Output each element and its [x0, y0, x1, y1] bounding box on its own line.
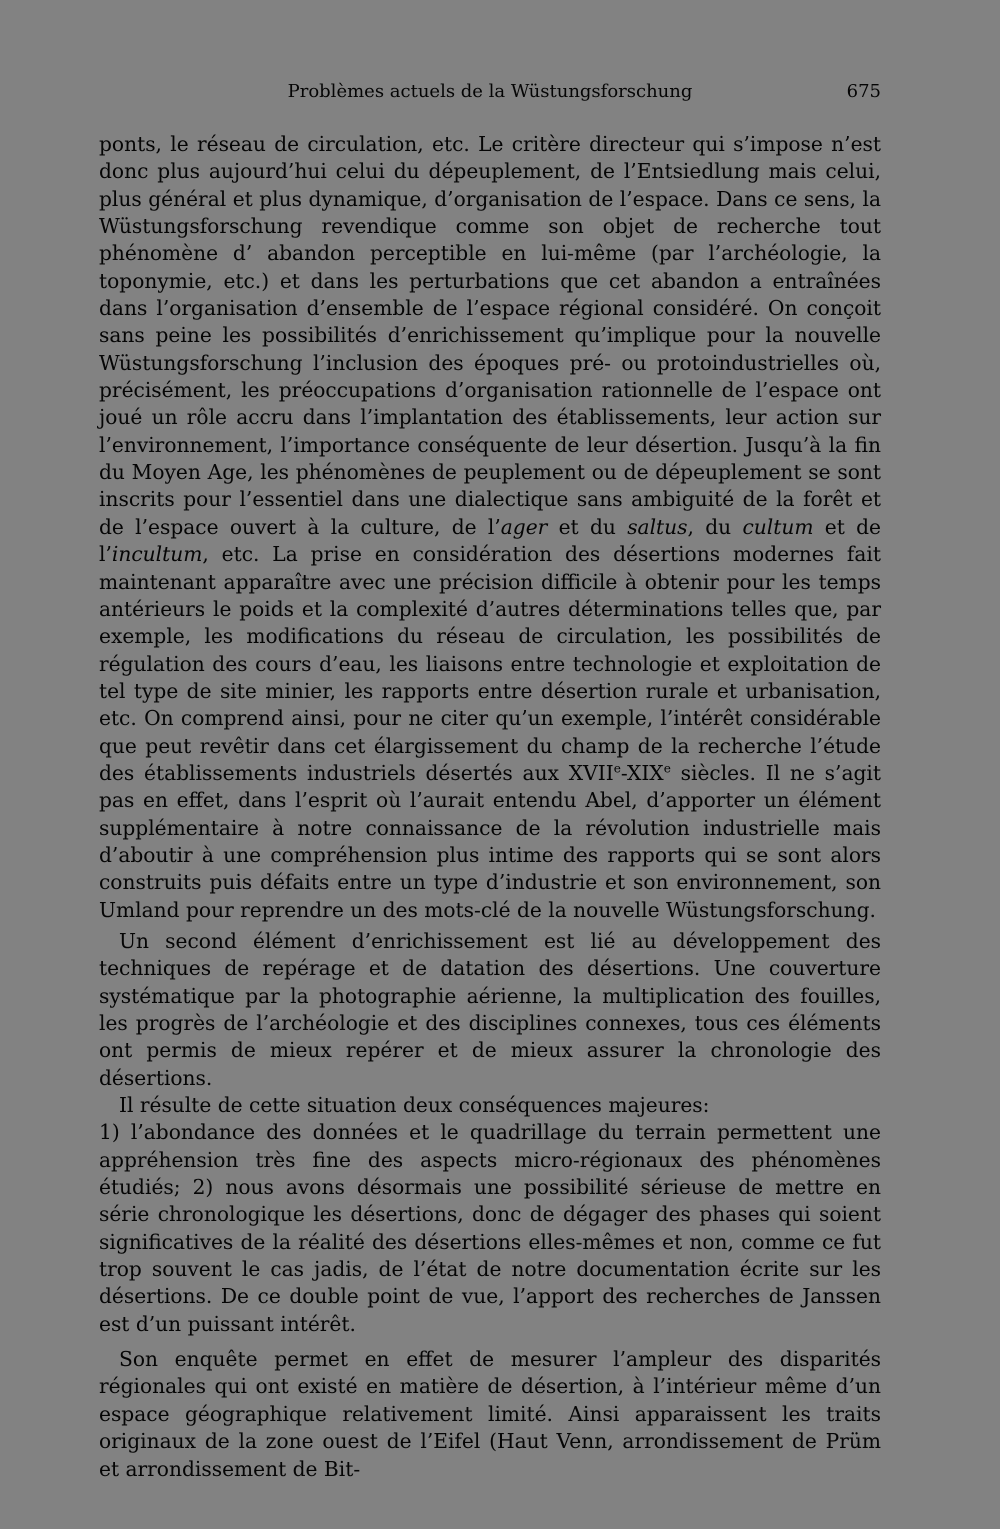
italic-term-cultum: cultum — [742, 514, 814, 539]
paragraph-janssen-survey: Son enquête permet en effet de mesurer l’ampleur des disparités régionales qui ont existé en matière de désertion, à l’intérieur même d’un espace géographique relativement limité. Ainsi apparaissent les traits originaux de la zone ouest de l’Eifel (Haut Venn, arrondissement de Prüm et arrondissement de Bit- — [99, 1347, 881, 1481]
paragraph-second-element: Un second élément d’enrichissement est lié au développement des techniques de repérage et de datation des désertions. Une couverture systématique par la photographie aérienne, la multiplication des fouilles, les progrès de l’archéologie et des disciplines connexes, tous ces éléments ont permis de mieux repérer et de mieux assurer la chronologie des désertions. — [99, 928, 881, 1090]
text-run: -XIX — [620, 760, 664, 785]
text-run: et du — [547, 514, 628, 539]
italic-term-saltus: saltus — [627, 514, 688, 539]
text-run: , etc. La prise en considération des désertions modernes fait maintenant apparaître avec une précision difficile à obtenir pour les temps antérieurs le poids et la complexité d’autres déterminations telles que, par exemple, les modifications du réseau de circulation, les possibilités de régulation des cours d’eau, les liaisons entre technologie et exploitation de tel type de site minier, les rapports entre désertion rurale et urbanisation, etc. On comprend ainsi, pour ne citer qu’un exemple, l’intérêt considérable que peut revêtir dans cet élargissement du champ de la recherche l’étude des établissements industriels désertés aux XVII — [99, 542, 881, 785]
italic-term-incultum: incultum — [111, 542, 203, 567]
italic-term-ager: ager — [500, 514, 548, 539]
paragraph-consequences-list: 1) l’abondance des données et le quadrillage du terrain permettent une appréhension très fine des aspects micro-régionaux des phénomènes étudiés; 2) nous avons désormais une possibilité sérieuse de mettre en série chronologique les désertions, donc de dégager des phases qui soient significatives de la réalité des désertions elles-mêmes et non, comme ce fut trop souvent le cas jadis, de l’état de notre documentation écrite sur les désertions. De ce double point de vue, l’apport des recherches de Janssen est d’un puissant intérêt. — [99, 1120, 881, 1336]
text-run: , du — [687, 514, 743, 539]
superscript-e: e — [613, 761, 621, 776]
text-run: siècles. Il ne s’agit pas en effet, dans l’esprit où l’aurait entendu Abel, d’apporter un élément supplémentaire à notre connaissance de la révolution industrielle mais d’aboutir à une compréhension plus intime des rapports qui se sont alors construits puis défaits entre un type d’industrie et son environnement, son Umland pour reprendre un des mots-clé de la nouvelle Wüstungsforschung. — [99, 760, 881, 922]
page-number: 675 — [846, 81, 881, 102]
paragraph-consequences-intro: Il résulte de cette situation deux conséquences majeures: — [119, 1093, 710, 1118]
body-text — [99, 131, 881, 1483]
text-run: ponts, le réseau de circulation, etc. Le critère directeur qui s’impose n’est donc plus aujourd’hui celui du dépeuplement, de l’Entsiedlung mais celui, plus général et plus dynamique, d’organisation de l’espace. Dans ce sens, la Wüstungsforschung revendique comme son objet de recherche tout phénomène d’ abandon perceptible en lui-même (par l’archéologie, la toponymie, etc.) et dans les perturbations que cet abandon a entraînées dans l’organisation d’ensemble de l’espace régional considéré. On conçoit sans peine les possibilités d’enrichissement qu’implique pour la nouvelle Wüstungsforschung l’inclusion des époques pré- ou protoindustrielles où, précisément, les préoccupations d’organisation rationnelle de l’espace ont joué un rôle accru dans l’implantation des établissements, leur action sur l’environnement, l’importance conséquente de leur désertion. Jusqu’à la fin du Moyen Age, les phénomènes de peuplement ou de dépeuplement se sont inscrits pour l’essentiel dans une dialectique sans ambiguité de la forêt et de l’espace ouvert à la culture, de l’ — [99, 132, 881, 539]
running-title: Problèmes actuels de la Wüstungsforschung — [287, 81, 693, 102]
text-run: et de l’ — [99, 514, 881, 567]
superscript-e: e — [663, 761, 671, 776]
paragraph-continued — [99, 131, 881, 924]
running-head — [99, 78, 881, 106]
